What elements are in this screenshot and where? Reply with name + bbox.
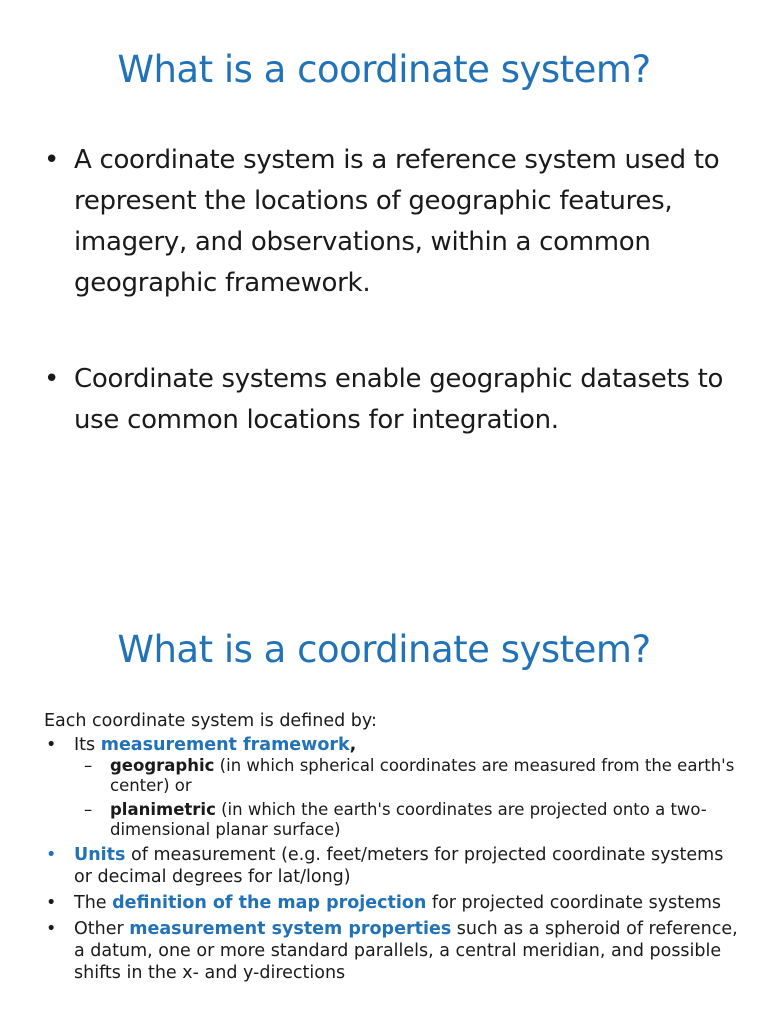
bullet-icon: •	[46, 919, 57, 939]
slide-2-body	[44, 710, 744, 988]
bullet-icon: •	[46, 735, 57, 755]
slide-2-title: What is a coordinate system?	[117, 628, 651, 671]
item-text: such as a spheroid of reference, a datum, one or more standard parallels, a central meridian, and possible shifts in the x- and y-directions	[74, 919, 738, 983]
item-text: for projected coordinate systems	[426, 893, 721, 913]
sub-list	[74, 756, 744, 840]
bullet-text: Coordinate systems enable geographic datasets to use common locations for integration.	[74, 364, 724, 435]
sub-list-item	[74, 756, 744, 796]
bullet-item	[44, 140, 724, 304]
item-highlight: Units	[74, 845, 126, 865]
sub-list-item	[74, 800, 744, 840]
dash-icon: –	[84, 800, 93, 819]
sub-item-text: (in which spherical coordinates are measured from the earth's center) or	[110, 756, 735, 795]
bullet-icon: •	[44, 364, 60, 394]
intro-text: Each coordinate system is defined by:	[44, 711, 377, 731]
list-item	[44, 844, 744, 888]
bullet-icon: •	[44, 145, 60, 175]
list-item	[44, 918, 744, 984]
slide-2	[0, 600, 768, 1024]
list-item	[44, 734, 744, 840]
dash-icon: –	[84, 756, 93, 775]
bullet-text: A coordinate system is a reference system used to represent the locations of geographic features, imagery, and observations, within a common geographic framework.	[74, 145, 720, 298]
item-text-pre: Its	[74, 735, 101, 755]
sub-item-term: geographic	[110, 756, 215, 775]
item-highlight: measurement system properties	[129, 919, 452, 939]
bullet-icon: •	[46, 893, 57, 913]
item-text-pre: The	[74, 893, 113, 913]
item-highlight: measurement framework	[100, 735, 350, 755]
slide-1-bullet-list	[44, 140, 724, 496]
sub-item-term: planimetric	[110, 800, 216, 819]
item-text-pre: Other	[74, 919, 130, 939]
item-highlight: definition of the map projection	[112, 893, 427, 913]
item-text: of measurement (e.g. feet/meters for projected coordinate systems or decimal degrees for lat/long)	[74, 845, 724, 887]
slide-1-title: What is a coordinate system?	[117, 48, 651, 91]
sub-item-text: (in which the earth's coordinates are projected onto a two-dimensional planar surface)	[110, 800, 707, 839]
bullet-icon: •	[46, 845, 57, 865]
bullet-item	[44, 359, 724, 441]
definition-list	[44, 734, 744, 984]
item-text-post: ,	[349, 735, 357, 755]
list-item	[44, 892, 744, 914]
